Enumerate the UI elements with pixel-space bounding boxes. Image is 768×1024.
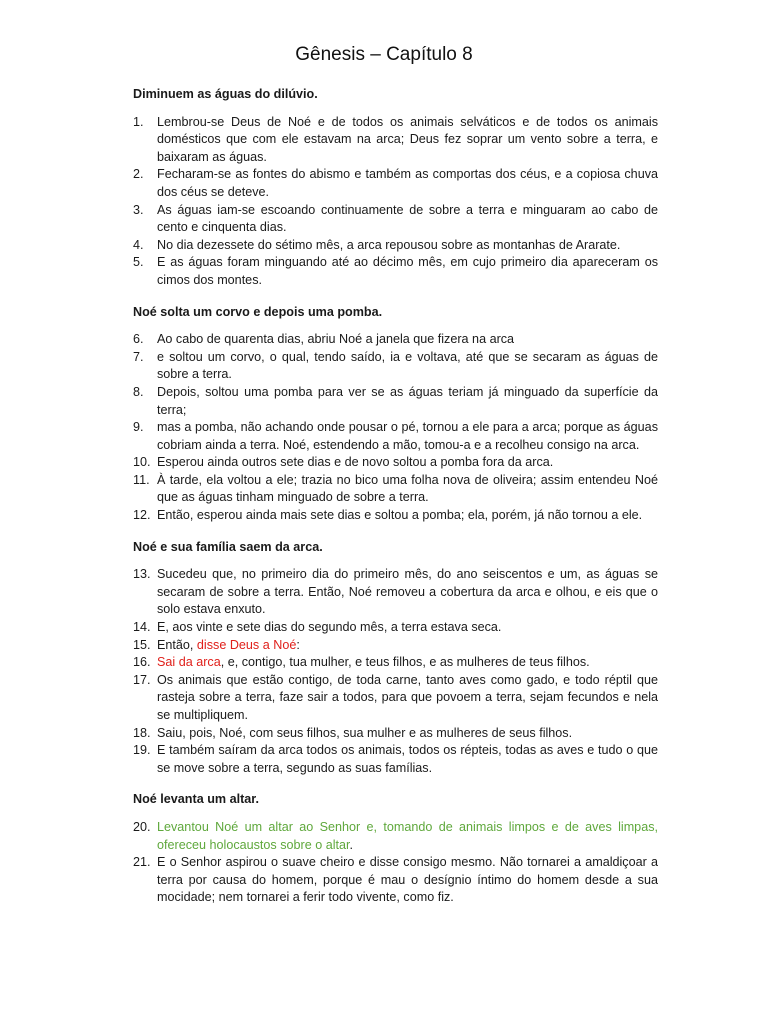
verse-text-pre: Então, [157,637,197,652]
verse-text-highlight-red: Sai da arca [157,655,221,670]
verse-text-highlight-red: disse Deus a Noé [196,637,297,652]
verse-number: 16. [133,655,151,670]
verse-number: 14. [133,620,151,635]
verse-number: 6. [133,332,144,347]
verse-number: 20. [133,819,151,834]
verse [133,202,658,237]
verse-text [157,654,658,672]
verse-list [133,114,658,290]
verse-text: Depois, soltou uma pomba para ver se as águas teriam já minguado da superfície da terra; [157,384,658,417]
verse [133,854,658,907]
verse-text-highlight-green: Levantou Noé um altar ao Senhor e, tomando de animais limpos e de aves limpas, ofereceu holocaustos sobre o altar [157,819,658,852]
verse-number: 2. [133,167,144,182]
verse-number: 21. [133,855,151,870]
verse-number: 9. [133,420,144,435]
verse-text: Sucedeu que, no primeiro dia do primeiro mês, do ano seiscentos e um, as águas se secaram de sobre a terra. Então, Noé removeu a cobertura da arca e olhou, e eis que o solo estava enxuto. [157,567,658,617]
section-heading: Diminuem as águas do dilúvio. [133,87,318,101]
verse-text: Ao cabo de quarenta dias, abriu Noé a janela que fizera na arca [157,332,515,347]
verse [133,619,658,637]
verse-text: mas a pomba, não achando onde pousar o pé, tornou a ele para a arca; porque as águas cobriam ainda a terra. Noé, estendendo a mão, tomou-a e a recolheu consigo na arca. [157,420,658,452]
verse-list [133,331,658,525]
verse-number: 15. [133,637,151,652]
verse [133,331,658,349]
verse-text: Fecharam-se as fontes do abismo e também as comportas dos céus, e a copiosa chuva dos céus se deteve. [157,167,658,199]
verse-text-post: : [296,637,300,652]
section-heading: Noé levanta um altar. [133,792,259,807]
verse-text-post: , e, contigo, tua mulher, e teus filhos, e as mulheres de teus filhos. [220,655,590,670]
verse [133,672,658,725]
verse-text: Esperou ainda outros sete dias e de novo soltou a pomba fora da arca. [157,455,554,470]
verse [133,654,658,672]
verse-text: E, aos vinte e sete dias do segundo mês, a terra estava seca. [157,620,502,635]
verse-text: E também saíram da arca todos os animais, todos os répteis, todas as aves e tudo o que se move sobre a terra, segundo as suas famílias. [157,743,658,775]
verse-number: 7. [133,349,144,364]
verse-text: À tarde, ela voltou a ele; trazia no bico uma folha nova de oliveira; assim entendeu Noé que as águas tinham minguado de sobre a terra. [157,472,658,505]
verse-list [133,566,658,777]
verse [133,819,658,854]
verse-number: 3. [133,202,144,217]
verse [133,507,658,525]
verse-text: Saiu, pois, Noé, com seus filhos, sua mulher e as mulheres de seus filhos. [157,725,573,740]
verse-text: e soltou um corvo, o qual, tendo saído, ia e voltava, até que se secaram as águas de sobre a terra. [157,349,658,382]
verse-text: No dia dezessete do sétimo mês, a arca repousou sobre as montanhas de Ararate. [157,237,621,252]
verse-number: 5. [133,255,144,270]
verse-text: As águas iam-se escoando continuamente de sobre a terra e minguaram ao cabo de cento e cinquenta dias. [157,202,658,235]
verse-number: 18. [133,725,151,740]
verse-text: E o Senhor aspirou o suave cheiro e disse consigo mesmo. Não tornarei a amaldiçoar a terra por causa do homem, porque é mau o desígnio íntimo do homem desde a sua mocidade; nem tornarei a ferir todo vivente, como fiz. [157,855,658,905]
verse-text [157,637,658,655]
verse-text-post: . [349,837,354,852]
verse-list [133,819,658,907]
verse [133,472,658,507]
verse [133,349,658,384]
verse-text [157,819,658,854]
verse [133,254,658,289]
verse-text: Lembrou-se Deus de Noé e de todos os animais selváticos e de todos os animais domésticos que com ele estavam na arca; Deus fez soprar um vento sobre a terra, e baixaram as águas. [157,114,658,164]
section-heading: Noé e sua família saem da arca. [133,539,323,554]
section-heading: Noé solta um corvo e depois uma pomba. [133,304,383,319]
verse-number: 11. [133,472,150,487]
verse-number: 10. [133,455,151,470]
verse-number: 12. [133,508,151,523]
verse [133,566,658,619]
verse-number: 1. [133,114,144,129]
verse [133,725,658,743]
verse-text: Então, esperou ainda mais sete dias e soltou a pomba; ela, porém, já não tornou a ele. [157,508,643,523]
verse-number: 17. [133,672,151,687]
verse [133,742,658,777]
chapter-content [133,86,658,921]
verse [133,237,658,255]
verse-number: 19. [133,743,151,758]
verse [133,419,658,454]
verse-text: Os animais que estão contigo, de toda carne, tanto aves como gado, e todo réptil que rasteja sobre a terra, faze sair a todos, para que povoem a terra, sejam fecundos e nela se multipliquem. [157,672,658,722]
verse [133,637,658,655]
verse-number: 4. [133,237,144,252]
verse-number: 8. [133,384,144,399]
verse [133,454,658,472]
verse-number: 13. [133,567,151,582]
chapter-title: Gênesis – Capítulo 8 [295,44,473,65]
verse [133,166,658,201]
verse-text: E as águas foram minguando até ao décimo mês, em cujo primeiro dia apareceram os cimos dos montes. [157,255,658,287]
verse [133,384,658,419]
verse [133,114,658,167]
